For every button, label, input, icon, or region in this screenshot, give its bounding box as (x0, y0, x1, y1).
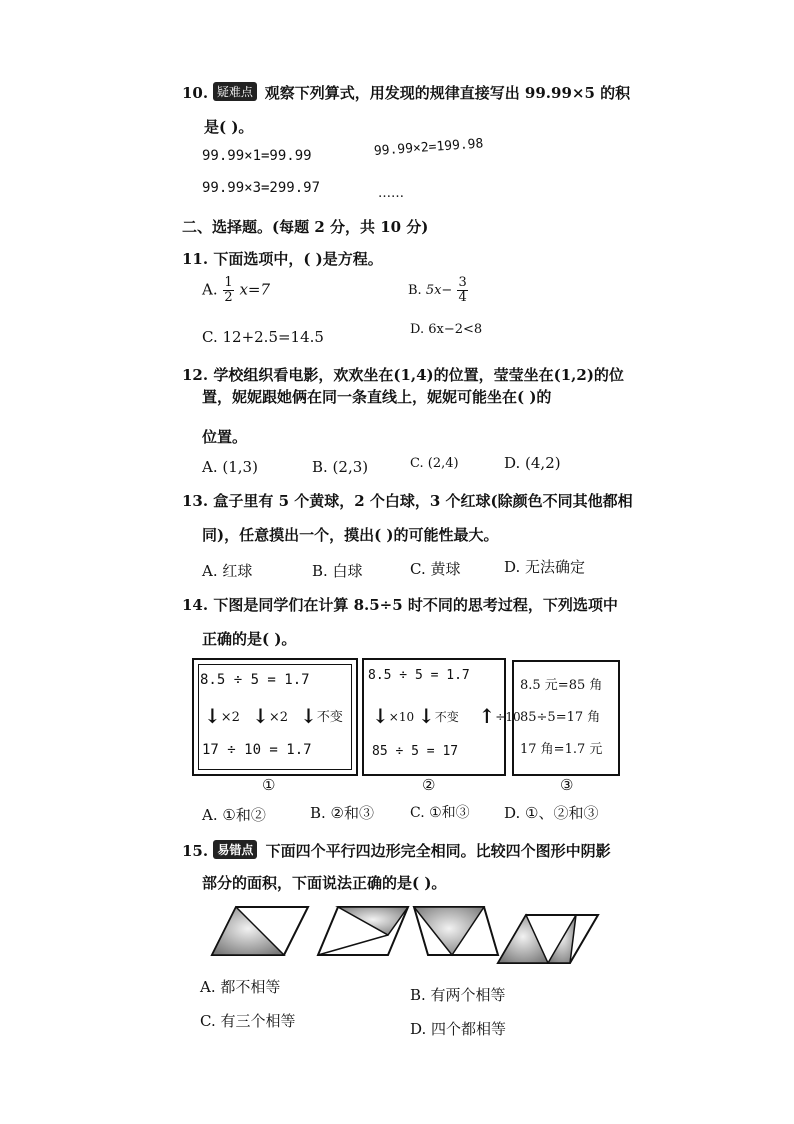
q14-box2-bottom: 85 ÷ 5 = 17 (372, 744, 459, 759)
q14-box3-l2: 85÷5=17 角 (520, 710, 601, 725)
q14-line2: 正确的是( )。 (202, 630, 297, 648)
q14-box1-bottom: 17 ÷ 10 = 1.7 (202, 742, 312, 758)
parallelogram-figure-3 (414, 907, 498, 955)
q14-box2-label: ② (422, 776, 436, 794)
q11-option-a-rest: x=7 (239, 280, 271, 299)
section2-title: 二、选择题。(每题 2 分，共 10 分) (182, 218, 429, 236)
down-arrow-icon: ↓ (300, 704, 317, 728)
q14-box3-l1: 8.5 元=85 角 (520, 678, 603, 693)
q15-option-d[interactable]: D. 四个都相等 (410, 1020, 507, 1038)
q11-stem (182, 248, 383, 269)
down-arrow-icon: ↓ (417, 704, 435, 728)
q12-line1-text: 学校组织看电影，欢欢坐在(1,4)的位置，莹莹坐在(1,2)的位 (213, 366, 624, 384)
q14-box1-op3: 不变 (316, 710, 343, 725)
q14-box1-op2: ×2 (268, 710, 289, 725)
q13-number: 13. (182, 492, 209, 510)
q10-number: 10. (182, 84, 209, 102)
q15-number: 15. (182, 842, 209, 860)
q12-option-d[interactable]: D. (4,2) (504, 454, 561, 472)
up-arrow-icon: ↑ (478, 704, 496, 728)
q12-line1 (182, 364, 624, 385)
q15-line2: 部分的面积，下面说法正确的是( )。 (202, 874, 447, 892)
q15-figures (200, 895, 610, 970)
q10-continue: 是( )。 (204, 118, 254, 136)
q14-option-c[interactable]: C. ①和③ (410, 805, 470, 821)
q14-line1 (182, 594, 618, 615)
q14-box1-ops (204, 704, 343, 728)
q11-option-a[interactable] (202, 276, 270, 305)
q15-tag-badge: 易错点 (213, 840, 257, 859)
q14-box3-label: ③ (560, 776, 574, 794)
q13-option-b[interactable]: B. 白球 (312, 562, 363, 580)
q14-box2-op3: ÷10 (495, 710, 521, 724)
q11-option-b-expr: 5x− (425, 283, 453, 298)
q15-line1-text: 下面四个平行四边形完全相同。比较四个图形中阴影 (265, 842, 611, 860)
q11-option-c[interactable]: C. 12+2.5=14.5 (202, 328, 324, 346)
q12-line3: 位置。 (202, 428, 248, 446)
q13-line2: 同)，任意摸出一个，摸出( )的可能性最大。 (202, 526, 499, 544)
q15-option-c[interactable]: C. 有三个相等 (200, 1012, 296, 1030)
q11-option-b-prefix: B. (408, 283, 422, 298)
q13-option-a[interactable]: A. 红球 (202, 562, 253, 580)
q11-text: 下面选项中，( )是方程。 (213, 250, 383, 268)
q14-option-b[interactable]: B. ②和③ (310, 804, 375, 822)
q12-line2: 置，妮妮跟她俩在同一条直线上，妮妮可能坐在( )的 (202, 388, 552, 406)
q11-option-b-fraction (457, 276, 467, 305)
q14-box2-ops (372, 704, 521, 728)
q14-option-d[interactable]: D. ①、②和③ (504, 804, 599, 822)
parallelogram-figure-4 (498, 915, 598, 963)
q14-box2-op1: ×10 (388, 710, 415, 724)
q14-box3-l3: 17 角=1.7 元 (520, 742, 603, 757)
q12-option-a[interactable]: A. (1,3) (202, 458, 258, 476)
q13-option-d[interactable]: D. 无法确定 (504, 558, 586, 576)
q12-number: 12. (182, 366, 209, 384)
q11-number: 11. (182, 250, 209, 268)
q10-text: 观察下列算式，用发现的规律直接写出 99.99×5 的积 (264, 84, 631, 102)
q14-box2-op2: 不变 (434, 710, 459, 724)
q11-option-d[interactable]: D. 6x−2<8 (410, 322, 483, 337)
q14-line1-text: 下图是同学们在计算 8.5÷5 时不同的思考过程，下列选项中 (213, 596, 618, 614)
q12-option-b[interactable]: B. (2,3) (312, 458, 369, 476)
q10-eq1: 99.99×1=99.99 (202, 148, 312, 164)
q11-b-denominator: 4 (458, 290, 467, 305)
q13-line1 (182, 490, 633, 511)
q12-option-c[interactable]: C. (2,4) (410, 456, 459, 471)
q15-option-b[interactable]: B. 有两个相等 (410, 986, 506, 1004)
q11-option-a-fraction (223, 276, 233, 305)
q13-option-c[interactable]: C. 黄球 (410, 560, 461, 578)
q11-option-a-prefix: A. (202, 280, 218, 299)
q10-eq3: 99.99×3=299.97 (202, 180, 321, 196)
q10-dots: …… (378, 186, 404, 201)
q15-option-a[interactable]: A. 都不相等 (200, 978, 281, 996)
q15-line1 (182, 840, 611, 861)
down-arrow-icon: ↓ (204, 704, 221, 728)
q11-a-denominator: 2 (224, 290, 233, 305)
q14-number: 14. (182, 596, 209, 614)
down-arrow-icon: ↓ (372, 704, 389, 728)
q14-box2-top: 8.5 ÷ 5 = 1.7 (368, 668, 470, 683)
q14-box1-op1: ×2 (220, 710, 240, 725)
parallelogram-figure-1 (212, 907, 308, 955)
q10-eq2: 99.99×2=199.98 (373, 136, 484, 159)
down-arrow-icon: ↓ (252, 704, 269, 728)
q14-box1-label: ① (262, 776, 276, 794)
q13-line1-text: 盒子里有 5 个黄球，2 个白球，3 个红球(除颜色不同其他都相 (213, 492, 633, 510)
q10-tag-badge: 疑难点 (213, 82, 257, 101)
q14-box1-top: 8.5 ÷ 5 = 1.7 (200, 672, 310, 688)
q14-option-a[interactable]: A. ①和② (202, 806, 266, 824)
q11-option-b[interactable] (408, 276, 469, 305)
parallelogram-figure-2 (318, 907, 408, 955)
q11-b-numerator: 3 (458, 275, 467, 290)
q11-a-numerator: 1 (224, 275, 233, 290)
q10-line1 (182, 82, 630, 103)
